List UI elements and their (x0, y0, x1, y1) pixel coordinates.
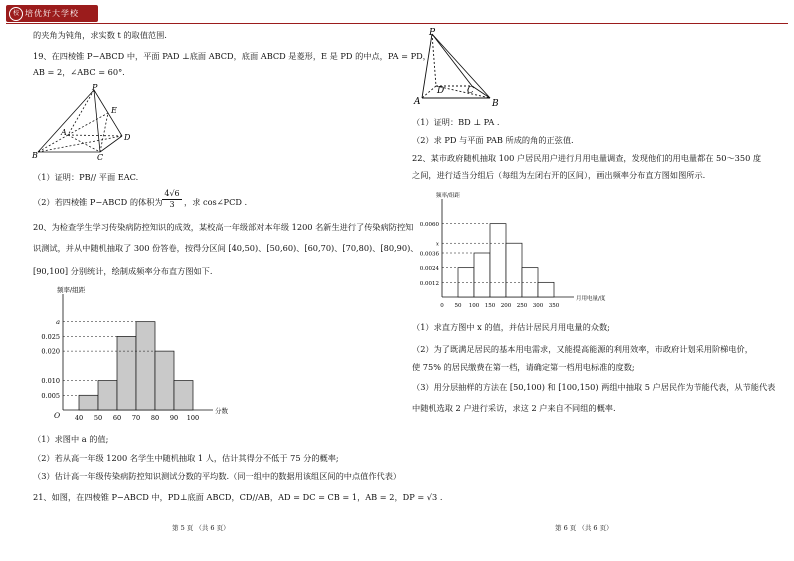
y-tick-label-1: a (56, 318, 60, 327)
x-axis-title: 分数 (215, 407, 228, 415)
q20-line2: 识测试，并从中随机抽取了 300 份答卷，按得分区间 [40,50)、[50,60)、[60,70)、[70,80)、[80,90)、 (33, 243, 419, 253)
q19-part2-b: ，求 cos∠PCD . (184, 197, 248, 207)
y-tick-label-4: 0.010 (41, 377, 60, 386)
y-axis-title: 频率/组距 (436, 193, 460, 199)
origin-label: O (54, 411, 61, 420)
q20-line3: [90,100] 分别统计，绘制成频率分布直方图如下. (33, 266, 213, 276)
q21-part2: （2）求 PD 与平面 PAB 所成的角的正弦值. (412, 135, 574, 145)
bar-3 (117, 336, 136, 410)
x-tick-label-200: 200 (500, 303, 512, 309)
label-B: B (32, 151, 38, 160)
label-E: E (111, 106, 117, 115)
x-tick-label-80: 80 (150, 414, 160, 422)
y-tick-label-2: x (435, 241, 439, 248)
intro-text: 的夹角为钝角，求实数 t 的取值范围. (33, 30, 167, 40)
bar-2 (98, 381, 117, 410)
fig-label-P: P (429, 28, 436, 38)
fig-label-A: A (414, 97, 421, 107)
x-tick-label-250: 250 (516, 303, 528, 309)
y-tick-label-3: 0.020 (41, 347, 60, 356)
x-tick-label-0: 0 (440, 303, 444, 309)
bar-6 (538, 282, 554, 297)
volume-fraction (162, 189, 182, 210)
x-tick-label-50: 50 (454, 303, 462, 309)
fig-label-C: C (467, 86, 474, 96)
q19-part1: （1）证明：PB// 平面 EAC. (33, 172, 139, 182)
volume-denominator: 3 (169, 200, 175, 209)
bar-6 (174, 381, 193, 410)
bar-3 (490, 224, 506, 297)
q20-part3: （3）估计高一年级传染病防控知识测试分数的平均数.（同一组中的数据用该组区间的中点值作代表） (33, 471, 402, 481)
q19-line2: AB = 2，∠ABC = 60°. (33, 67, 125, 77)
header-divider (6, 23, 788, 24)
x-tick-label-70: 70 (131, 414, 141, 422)
x-tick-label-350: 350 (548, 303, 560, 309)
q20-line1: 20、为检查学生学习传染病防控知识的成效，某校高一年级部对本年级 1200 名新生进行了传染病防控知 (33, 222, 414, 232)
fig-label-B: B (492, 99, 499, 109)
school-name: 培优好大学校 (25, 9, 79, 18)
y-tick-label-1: 0.0060 (419, 222, 439, 229)
y-axis-title: 频率/组距 (57, 286, 86, 294)
y-tick-label-4: 0.0024 (419, 266, 439, 273)
label-P: P (92, 83, 98, 92)
bar-1 (79, 395, 98, 410)
label-D: D (124, 133, 131, 142)
q20-part2: （2）若从高一年级 1200 名学生中随机抽取 1 人，估计其得分不低于 75 分的概率; (33, 453, 339, 463)
q21-pyramid-figure (412, 26, 507, 110)
electricity-histogram (410, 187, 610, 309)
q22-part1: （1）求直方图中 x 的值，并估计居民月用电量的众数; (412, 322, 610, 332)
x-tick-label-40: 40 (74, 414, 84, 422)
x-tick-label-100: 100 (468, 303, 480, 309)
q22-part2-b: 使 75% 的居民缴费在第一档，请确定第一档用电标准的度数; (412, 362, 635, 372)
bar-4 (136, 322, 155, 410)
fig-label-D: D (437, 86, 445, 96)
q20-part1: （1）求图中 a 的值; (33, 434, 109, 444)
q22-part2: （2）为了既满足居民的基本用电需求，又能提高能源的利用效率，市政府计划采用阶梯电价， (412, 344, 753, 354)
page-footer-right: 第 6 页 （共 6 页） (555, 524, 613, 532)
q21-line1: 21、如图，在四棱锥 P−ABCD 中，PD⊥底面 ABCD，CD//AB，AD = DC = CB = 1，AB = 2，DP = √3 . (33, 492, 443, 502)
q22-part3: （3）用分层抽样的方法在 [50,100) 和 [100,150) 两组中抽取 5 户居民作为节能代表，从节能代表 (412, 382, 776, 392)
x-axis-title: 月用电量/度 (576, 296, 606, 302)
x-tick-label-50: 50 (93, 414, 103, 422)
school-seal-icon: 校 (9, 7, 23, 21)
q21-part1: （1）证明：BD ⊥ PA . (412, 117, 500, 127)
x-tick-label-90: 90 (169, 414, 179, 422)
score-histogram (33, 282, 228, 427)
y-tick-label-2: 0.025 (41, 332, 60, 341)
q22-line1: 22、某市政府随机抽取 100 户居民用户进行月用电量调查，发现他们的用电量都在 50～350 度 (412, 153, 762, 163)
x-tick-label-150: 150 (484, 303, 496, 309)
label-A: A (61, 128, 67, 137)
bar-5 (155, 351, 174, 410)
y-tick-label-3: 0.0036 (419, 251, 439, 258)
q19-part2-a: （2）若四棱锥 P−ABCD 的体积为 (33, 197, 163, 207)
label-C: C (97, 153, 104, 162)
page-footer-left: 第 5 页 （共 6 页） (172, 524, 230, 532)
x-tick-label-100: 100 (186, 414, 200, 422)
q19-line1: 19、在四棱锥 P−ABCD 中，平面 PAD ⊥底面 ABCD，底面 ABCD 是菱形，E 是 PD 的中点，PA = PD， (33, 51, 431, 61)
bar-2 (474, 253, 490, 297)
q19-pyramid-figure (30, 82, 140, 162)
school-logo (6, 5, 98, 22)
x-tick-label-300: 300 (532, 303, 544, 309)
q22-part3-b: 中随机选取 2 户进行采访，求这 2 户来自不同组的概率. (412, 403, 616, 413)
x-tick-label-60: 60 (112, 414, 122, 422)
volume-numerator: 4√6 (162, 189, 182, 200)
y-tick-label-5: 0.0012 (419, 280, 439, 287)
q22-line2: 之间，进行适当分组后（每组为左闭右开的区间），画出频率分布直方图如图所示. (412, 170, 706, 180)
bar-4 (506, 243, 522, 297)
y-tick-label-5: 0.005 (41, 391, 60, 400)
